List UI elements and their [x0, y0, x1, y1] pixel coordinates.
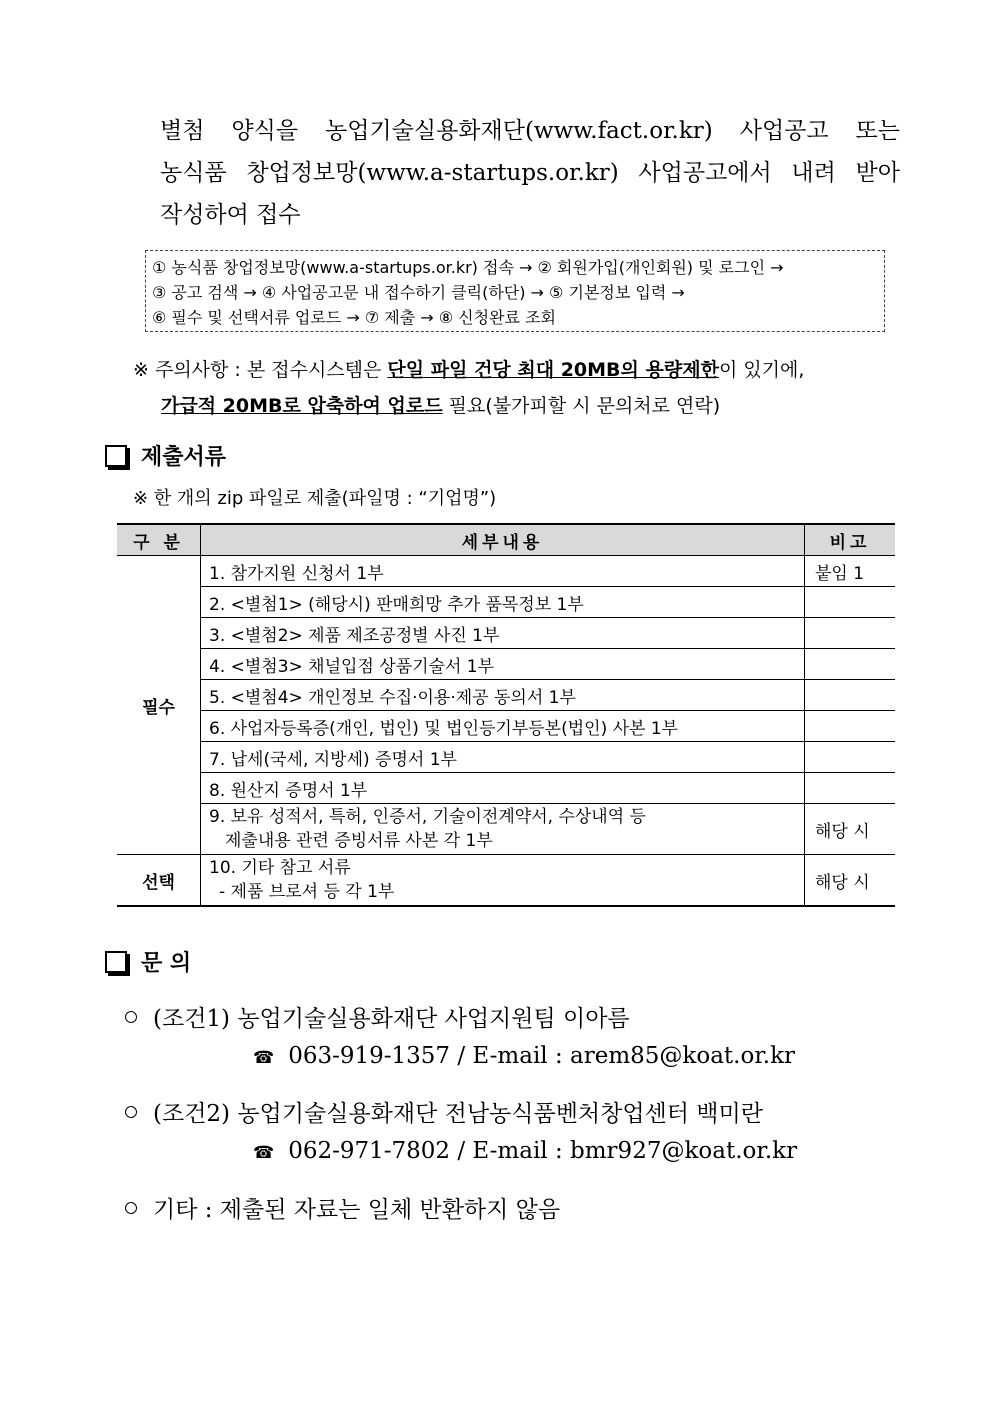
remark-cell: [805, 587, 896, 618]
detail-cell: 8. 원산지 증명서 1부: [201, 773, 805, 804]
table-row: [117, 773, 895, 804]
contact-text: 062-971-7802 / E-mail : bmr927@koat.or.kr: [288, 1138, 798, 1164]
note-size-limit: 단일 파일 건당 최대 20MB의 용량제한: [387, 359, 719, 381]
intro-paragraph: [160, 110, 900, 236]
step-line: ⑥ 필수 및 선택서류 업로드 → ⑦ 제출 → ⑧ 신청완료 조회: [152, 308, 556, 327]
phone-icon: ☎: [253, 1143, 275, 1163]
detail-cell: 2. <별첨1> (해당시) 판매희망 추가 품목정보 1부: [201, 587, 805, 618]
etc-note: [125, 1191, 560, 1224]
detail-cell: 4. <별첨3> 채널입점 상품기술서 1부: [201, 649, 805, 680]
step-line: ③ 공고 검색 → ④ 사업공고문 내 접수하기 클릭(하단) → ⑤ 기본정보 입력 →: [152, 283, 685, 302]
checkbox-square-icon: [105, 951, 127, 973]
table-row: [117, 618, 895, 649]
table-row: [117, 649, 895, 680]
contact-text: (조건2) 농업기술실용화재단 전남농식품벤처창업센터 백미란: [153, 1101, 763, 1127]
section-heading-documents: [105, 440, 226, 471]
table-row: [117, 556, 895, 587]
circle-bullet-icon: [125, 1106, 137, 1118]
detail-cell: 5. <별첨4> 개인정보 수집·이용·제공 동의서 1부: [201, 680, 805, 711]
contact-2-title: [125, 1095, 763, 1128]
remark-cell: [805, 649, 896, 680]
remark-cell: 붙임 1: [805, 556, 896, 587]
checkbox-square-icon: [105, 445, 127, 467]
note-suffix: 이 있기에,: [718, 359, 805, 381]
circle-bullet-icon: [125, 1202, 137, 1214]
detail-cell: 1. 참가지원 신청서 1부: [201, 556, 805, 587]
detail-line: 제출내용 관련 증빙서류 사본 각 1부: [225, 831, 493, 851]
contact-1-title: [125, 1000, 630, 1033]
note-prefix: ※ 주의사항 : 본 접수시스템은: [133, 359, 388, 381]
detail-cell: 3. <별첨2> 제품 제조공정별 사진 1부: [201, 618, 805, 649]
remark-cell: [805, 773, 896, 804]
documents-table: [117, 523, 895, 907]
table-row: [117, 804, 895, 855]
application-steps-box: [145, 250, 885, 332]
detail-cell: 7. 납세(국세, 지방세) 증명서 1부: [201, 742, 805, 773]
step-line: ① 농식품 창업정보망(www.a-startups.or.kr) 접속 → ② 회원가입(개인회원) 및 로그인 →: [152, 258, 784, 277]
detail-cell: [201, 804, 805, 855]
table-row: [117, 680, 895, 711]
contact-text: 063-919-1357 / E-mail : arem85@koat.or.kr: [288, 1043, 796, 1069]
section-heading-inquiry: [105, 946, 191, 977]
note-suffix: 필요(불가피할 시 문의처로 연락): [442, 395, 721, 417]
phone-icon: ☎: [253, 1048, 275, 1068]
contact-2-info: [253, 1138, 797, 1164]
remark-cell: 해당 시: [805, 804, 896, 855]
section-title: 제출서류: [141, 445, 227, 470]
category-required: 필수: [117, 556, 201, 855]
intro-line: 농식품 창업정보망(www.a-startups.or.kr) 사업공고에서 내려 받아: [160, 160, 900, 186]
header-detail: 세부내용: [201, 524, 805, 556]
contact-1-info: [253, 1043, 795, 1069]
caution-note: [133, 352, 898, 424]
header-category: 구 분: [117, 524, 201, 556]
detail-cell: 6. 사업자등록증(개인, 법인) 및 법인등기부등본(법인) 사본 1부: [201, 711, 805, 742]
table-row: [117, 742, 895, 773]
section-title: 문 의: [141, 951, 192, 976]
header-remark: 비고: [805, 524, 896, 556]
circle-bullet-icon: [125, 1011, 137, 1023]
intro-line: 작성하여 접수: [160, 202, 301, 228]
table-row: [117, 587, 895, 618]
detail-cell: [201, 855, 805, 907]
remark-cell: [805, 680, 896, 711]
table-row: [117, 711, 895, 742]
table-row: [117, 855, 895, 907]
contact-text: (조건1) 농업기술실용화재단 사업지원팀 이아름: [153, 1006, 630, 1032]
remark-cell: [805, 742, 896, 773]
zip-file-note: ※ 한 개의 zip 파일로 제출(파일명 : “기업명”): [133, 488, 497, 509]
category-optional: 선택: [117, 855, 201, 907]
detail-line: 9. 보유 성적서, 특허, 인증서, 기술이전계약서, 수상내역 등: [209, 807, 646, 827]
table-header-row: [117, 524, 895, 556]
note-compress: 가급적 20MB로 압축하여 업로드: [161, 395, 443, 417]
detail-line: - 제품 브로셔 등 각 1부: [219, 882, 395, 902]
contact-text: 기타 : 제출된 자료는 일체 반환하지 않음: [153, 1197, 561, 1223]
remark-cell: 해당 시: [805, 855, 896, 907]
detail-line: 10. 기타 참고 서류: [209, 858, 351, 878]
remark-cell: [805, 618, 896, 649]
intro-line: 별첨 양식을 농업기술실용화재단(www.fact.or.kr) 사업공고 또는: [160, 118, 900, 144]
remark-cell: [805, 711, 896, 742]
